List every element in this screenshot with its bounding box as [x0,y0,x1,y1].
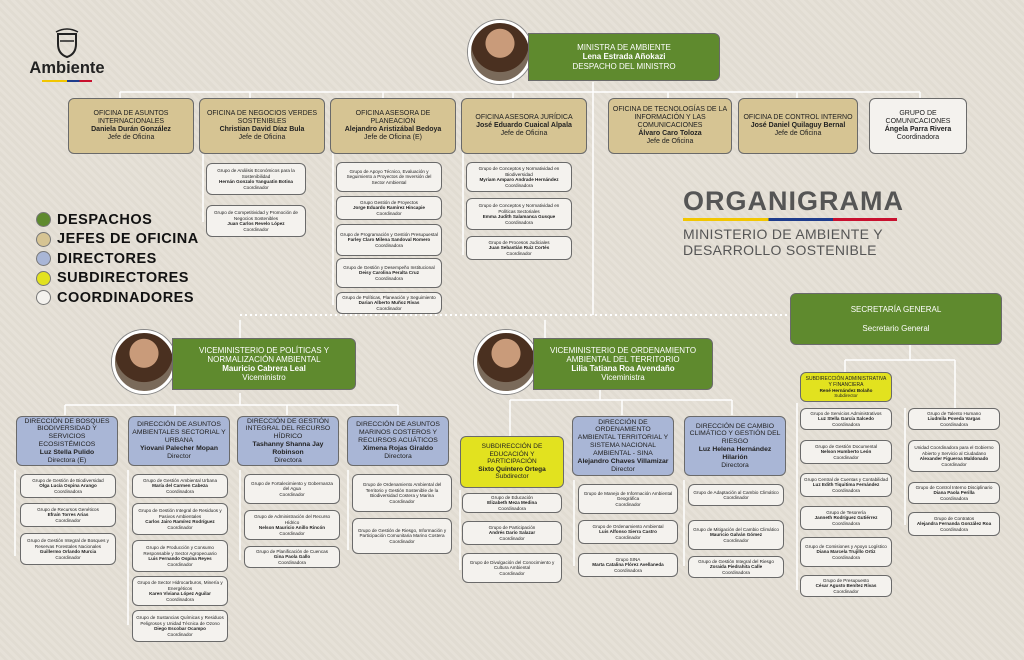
group-coordinator: Myriam Amparo Andrade Hernández [479,177,559,182]
office-3[interactable] [461,98,587,154]
group-role: Coordinadora [722,569,750,575]
group-role: Coordinadora [832,487,860,493]
secretaria-general-box[interactable] [790,293,1002,345]
group-role: Coordinadora [166,488,194,494]
sub-edu-title: SUBDIRECCIÓN DE EDUCACIÓN Y PARTICIPACIÓN [481,443,543,466]
direccion-ordenamiento-0[interactable] [572,416,674,476]
direccion-politicas-2-role: Directora [274,456,302,464]
group-coordinator: Marta Catalina Flórez Avellaneda [592,562,664,568]
office-0-name: Daniela Durán González [91,126,171,133]
g-secret-item-3[interactable] [908,512,1000,536]
group-role: Coordinador [279,530,305,536]
office-6-title: GRUPO DE COMUNICACIONES [885,109,951,125]
group-role: Coordinador [723,495,749,500]
group-title: Grupo de Conceptos y Normatividad en Biodiversidad [478,166,560,177]
office-5[interactable] [738,98,858,154]
office-2-title: OFICINA ASESORA DE PLANEACIÓN [355,109,431,125]
office-4-title: OFICINA DE TECNOLOGÍAS DE LA INFORMACIÓN Y LAS COMUNICACIONES [612,105,728,129]
g-sectorial-item-0[interactable] [132,474,228,498]
group-title: Grupo de Presupuesto [822,577,870,583]
legend-item-subdirectores: SUBDIRECTORES [36,269,199,289]
g-sectorial-item-4[interactable] [132,610,228,642]
vice1-name: Mauricio Cabrera Leal [222,364,306,373]
group-role: Coordinador [55,517,81,523]
ministra-title: MINISTRA DE AMBIENTE [577,43,671,53]
direccion-politicas-0-name: Luz Stella Pulido [39,448,95,456]
g-planeacion-item-4[interactable] [336,292,442,314]
g-clima-item-2[interactable] [688,556,784,578]
g-clima-item-0[interactable] [688,484,784,506]
group-role: Coordinadora [278,559,306,565]
group-role: Coordinador [55,554,81,560]
group-title: Grupo de Competitividad y Promoción de Negocios Sostenibles [213,210,298,221]
office-1[interactable] [199,98,325,154]
group-role: Coordinadora [940,421,968,427]
group-role: Coordinadora [505,182,533,188]
direccion-ordenamiento-0-role: Director [611,465,635,473]
title-main: ORGANIGRAMA [683,186,904,216]
group-role: Coordinadora [832,554,860,560]
direccion-politicas-0-role: Directora (E) [47,456,87,464]
ministra-box[interactable] [528,33,720,81]
secretaria-title: SECRETARÍA GENERAL [850,304,942,314]
group-title: Grupo de Talento Humano [927,410,981,416]
group-title: Grupo de Gestión Integral del Riesgo [698,558,774,564]
group-title: Grupo de Gestión Ambiental Urbana [142,477,218,483]
direccion-politicas-1-name: Yiovani Palecher Mopan [140,444,218,452]
group-role: Coordinadora [832,520,860,526]
g-secret-item-1[interactable] [908,440,1000,472]
logo-flag-bar [42,80,92,82]
legend-dot-jefes [36,232,51,247]
g-edu-item-1[interactable] [462,521,562,545]
g-bosques-item-1[interactable] [20,503,116,527]
group-coordinator: Luz Edith Tiquitima Fernández [812,482,880,488]
group-title: Grupo de Políticas, Planeación y Seguimiento [342,294,436,300]
group-role: Coordinador [243,184,269,190]
group-coordinator: Luis Fernando Ospina Reyes [148,556,212,561]
g-bosques-item-0[interactable] [20,474,116,498]
office-1-name: Christian David Díaz Bula [219,126,305,133]
group-title: Grupo de Sustancias Químicas y Residuos Peligrosos y Unidad Técnica de Ozono [136,615,224,626]
group-title: Grupo de Recursos Genéticos [37,506,99,512]
direccion-ordenamiento-1-role: Directora [721,461,749,469]
office-6-name: Ángela Parra Rivera [884,126,952,133]
group-role: Coordinadora [505,219,533,225]
group-title: Grupo de Gestión de Riesgo, Información y Participación Comunitaria Marino Costera [357,527,447,539]
group-role: Coordinador [376,210,402,216]
viceministra-ordenamiento-photo [474,330,538,394]
group-role: Coordinador [279,491,305,497]
group-role: Coordinador [389,538,415,544]
g-clima-item-1[interactable] [688,520,784,550]
direccion-politicas-1[interactable] [128,416,230,466]
g-ordenamiento-item-1[interactable] [578,520,678,544]
vice2-title: VICEMINISTERIO DE ORDENAMIENTO AMBIENTAL DEL TERRITORIO [549,345,697,364]
group-coordinator: Alexander Figueroa Maldonado [919,456,989,461]
vice1-role: Viceministro [242,373,286,383]
group-coordinator: Diego Escobar Ocampo [154,626,206,631]
group-title: Grupo de Gestión y Desempeño Institucional [343,264,435,270]
group-title: Grupo de Ordenamiento Ambiental [592,523,664,529]
g-sectorial-item-3[interactable] [132,576,228,606]
office-6-role: Coordinadora [896,134,940,142]
group-title: Grupo de Tesorería [826,509,866,515]
g-juridica-item-2[interactable] [466,236,572,260]
sub-educacion-box[interactable] [460,436,564,488]
group-coordinator: César Agusto Benítez Rivas [815,583,877,589]
secretaria-role: Secretario General [862,324,930,333]
office-4[interactable] [608,98,732,154]
group-title: Grupo de Gestión Integral de Bosques y Reservas Forestales Nacionales [27,538,109,549]
group-role: Coordinadora [166,596,194,602]
group-title: Grupo de Servicios Administrativos [810,410,882,416]
group-role: Coordinador [389,498,415,504]
g-planeacion-item-0[interactable] [336,162,442,192]
g-secret-item-2[interactable] [908,482,1000,504]
sub-edu-role: Subdirector [495,473,529,481]
group-coordinator: Liudmila Poveda Vargas [927,416,981,422]
legend-dot-coordinadores [36,290,51,305]
group-title: Grupo de Participación [488,524,536,530]
direccion-politicas-1-title: DIRECCIÓN DE ASUNTOS AMBIENTALES SECTORIAL Y URBANA [132,421,226,445]
g-admin-item-2[interactable] [800,473,892,497]
group-title: Grupo de Sector Hidrocarburos, Minería y Energéticos [137,580,223,591]
direccion-politicas-2[interactable] [237,416,339,466]
g-hidrico-item-2[interactable] [244,546,340,568]
office-3-name: José Eduardo Cuaical Alpala [476,121,572,129]
legend-item-directores: DIRECTORES [36,249,199,269]
group-title: Grupo de Comisiones y Apoyo Logístico [805,543,887,549]
group-role: Coordinadora [832,421,860,427]
group-coordinator: Juan Sebastián Ruiz Cortés [488,245,550,251]
title-sub2: DESARROLLO SOSTENIBLE [683,242,877,258]
group-coordinator: Juan Carlos Revelo López [227,221,285,226]
group-coordinator: Alejandra Fernanda González Roa [916,521,992,527]
g-hidrico-item-0[interactable] [244,474,340,504]
group-role: Coordinador [723,537,749,543]
group-coordinator: Hernán Gonzalo Yanguatin Botina [219,179,293,184]
direccion-politicas-1-role: Director [167,452,191,460]
office-0[interactable] [68,98,194,154]
group-title: Grupo de Apoyo Técnico, Evaluación y Seguimiento a Proyectos de Inversión del Sector Ambiental [346,168,432,185]
office-0-role: Jefe de Oficina [107,134,155,142]
ministra-name: Lena Estrada Añokazi [582,52,666,62]
legend-dot-subdirectores [36,271,51,286]
group-role: Coordinador [506,250,532,256]
group-title: Grupo de Fortalecimiento y Gobernanza del Agua [251,480,333,492]
group-title: Grupo de Análisis Económicos para la Sostenibilidad [217,168,295,179]
coat-of-arms-icon [54,28,80,58]
legend-item-coordinadores: COORDINADORES [36,288,199,308]
group-title: Grupo de Mitigación del Cambio Climático [693,526,779,532]
vice1-title: VICEMINISTERIO DE POLÍTICAS Y NORMALIZACIÓN AMBIENTAL [198,345,330,364]
group-role: Coordinador [167,631,193,637]
group-coordinator: Mauricio Galván Gómez [709,532,763,538]
direccion-politicas-2-title: DIRECCIÓN DE GESTIÓN INTEGRAL DEL RECURSO HÍDRICO [245,417,331,441]
group-title: Grupo de Manejo de Información Ambiental Geográfica [583,490,673,502]
direccion-politicas-3-role: Directora [384,452,412,460]
group-title: Grupo de Contratos [933,515,975,521]
group-role: Coordinadora [940,495,968,501]
group-title: Grupo de Ordenamiento Ambiental del Territorio y Gestión Sostenible de la Biodiversidad Costera y Marina [362,482,442,498]
office-5-role: Jefe de Oficina [774,130,822,138]
group-role: Coordinadora [54,488,82,494]
g-secret-item-0[interactable] [908,408,1000,430]
group-title: Grupo de Adaptación al Cambio Climático [693,489,779,495]
sub-edu-name: Sixto Quintero Ortega [478,465,546,473]
group-coordinator: Diana Paola Perilla [933,490,975,496]
direccion-politicas-3[interactable] [347,416,449,466]
g-admin-item-1[interactable] [800,440,892,464]
group-coordinator: Karen Viviana López Aguilar [149,591,211,596]
group-coordinator: Deisy Carolina Peralta Cruz [359,270,419,276]
office-4-role: Jefe de Oficina [646,138,694,146]
direccion-politicas-0-title: DIRECCIÓN DE BOSQUES BIODIVERSIDAD Y SERVICIOS ECOSISTÉMICOS [24,417,110,448]
sub-admin-role: Subdirector [834,393,858,398]
group-coordinator: Nelson Mauricio Anillo Rincón [258,525,326,530]
group-role: Coordinadora [375,242,403,248]
group-role: Coordinador [167,524,193,530]
group-title: Grupo de Planificación de Cuencas [255,548,328,554]
group-title: Grupo de Gestión Documental [814,443,878,449]
viceministro-politicas-photo [112,330,176,394]
office-5-name: José Daniel Quilaguy Bernal [750,121,846,129]
direccion-ordenamiento-1-name: Luz Helena Hernández Hilarión [698,446,772,461]
group-role: Coordinador [243,226,269,232]
group-role: Coordinador [833,588,859,594]
office-3-title: OFICINA ASESORA JURÍDICA [475,113,573,121]
group-title: Grupo de Programación y Gestión Presupuestal [340,231,438,237]
group-coordinator: Olga Lucía Ospina Arango [39,483,97,489]
legend-dot-directores [36,251,51,266]
office-2[interactable] [330,98,456,154]
group-coordinator: Diana Marcela Trujillo Ortiz [816,549,876,555]
direccion-politicas-3-name: Ximena Rojas Giraldo [362,444,434,452]
group-coordinator: Nelson Humberto León [820,449,872,455]
group-coordinator: Efraín Torres Arias [47,512,89,518]
office-1-role: Jefe de Oficina [238,134,286,142]
group-coordinator: Darian Alberto Muñoz Rivas [358,300,420,306]
group-title: Grupo de Procesos Judiciales [488,239,550,245]
group-role: Coordinadora [940,526,968,532]
legend-item-despachos: DESPACHOS [36,210,199,230]
direccion-ordenamiento-1-title: DIRECCIÓN DE CAMBIO CLIMÁTICO Y GESTIÓN DEL RIESGO [689,422,781,446]
vice2-role: Viceministra [601,373,645,383]
group-role: Coordinador [376,305,402,311]
group-coordinator: María del Carmen Cabeza [152,483,208,489]
g-negocios-item-1[interactable] [206,205,306,237]
group-coordinator: Emma Judith Salamanca Gusque [482,214,556,219]
sub-admin-box[interactable] [800,372,892,402]
group-role: Coordinador [833,454,859,460]
group-title: Grupo de Divulgación del Conocimiento y Cultura Ambiental [469,559,555,571]
direccion-politicas-2-name: Tashanny Shanna Jay Robinson [252,441,324,456]
logo-text: Ambiente [29,59,105,77]
title-sub1: MINISTERIO DE AMBIENTE Y [683,226,883,242]
office-2-role: Jefe de Oficina (E) [364,134,422,142]
group-title: Grupo de Control Interno Disciplinario [915,484,993,490]
g-ordenamiento-item-0[interactable] [578,484,678,514]
g-juridica-item-0[interactable] [466,162,572,192]
g-admin-item-5[interactable] [800,575,892,597]
group-coordinator: Elizabeth Meza Medina [487,500,537,506]
g-hidrico-item-1[interactable] [244,510,340,540]
g-admin-item-0[interactable] [800,408,892,430]
g-planeacion-item-2[interactable] [336,224,442,256]
vice2-name: Lilia Tatiana Roa Avendaño [571,364,675,373]
group-title: Grupo SINA [615,556,641,562]
g-negocios-item-0[interactable] [206,163,306,195]
group-title: Grupo de Administración del Recurso Hídrico [253,514,331,525]
g-planeacion-item-1[interactable] [336,196,442,220]
group-title: Grupo de Producción y Consumo Responsable y Sector Agropecuario [143,545,217,556]
office-1-title: OFICINA DE NEGOCIOS VERDES SOSTENIBLES [206,109,318,125]
group-role: Coordinadora [614,567,642,573]
group-role: Coordinadora [375,275,403,281]
office-2-name: Alejandro Aristizábal Bedoya [344,126,442,133]
ministra-photo [468,20,532,84]
group-role: Coordinador [167,561,193,567]
viceministro-politicas-box[interactable] [172,338,356,390]
group-coordinator: Jorge Eduardo Ramírez Hincapie [353,205,425,211]
group-title: Grupo de Educación [491,494,533,500]
direccion-ordenamiento-0-name: Alejandro Chaves Villamizar [577,457,669,465]
group-title: Grupo de Gestión Integral de Residuos y Pasivos Ambientales [138,508,222,519]
g-admin-item-3[interactable] [800,506,892,530]
direccion-ordenamiento-1[interactable] [684,416,786,476]
group-coordinator: Guillermo Orlando Murcia [39,549,97,554]
group-title: Grupo Central de Cuentas y Contabilidad [804,476,889,482]
group-coordinator: Zoraida Piedrahita Calle [709,564,763,570]
group-coordinator: Janneth Rodríguez Gutiérrez [814,515,878,521]
group-coordinator: Andrés Darío Salazar [488,530,536,536]
legend-item-jefes: JEFES DE OFICINA [36,230,199,250]
group-title: Grupo Gestión de Proyectos [360,199,418,205]
g-ordenamiento-item-2[interactable] [578,553,678,577]
group-role: Coordinador [615,501,641,507]
g-admin-item-4[interactable] [800,537,892,567]
group-title: Unidad Coordinadora para el Gobierno Abierto y Servicio al Ciudadano [914,445,994,456]
direccion-ordenamiento-0-title: DIRECCIÓN DE ORDENAMIENTO AMBIENTAL TERRITORIAL Y SISTEMA NACIONAL AMBIENTAL - SINA [577,418,669,457]
g-bosques-item-2[interactable] [20,533,116,565]
viceministra-ordenamiento-box[interactable] [533,338,713,390]
g-sectorial-item-1[interactable] [132,503,228,535]
g-sectorial-item-2[interactable] [132,540,228,572]
group-role: Coordinador [615,534,641,540]
office-3-role: Jefe de Oficina [500,130,548,138]
group-coordinator: Farley Claro Milena Sandoval Romero [347,237,431,243]
group-title: Grupo de Gestión de Biodiversidad [32,477,104,483]
g-planeacion-item-3[interactable] [336,258,442,288]
legend-dot-despachos [36,212,51,227]
direccion-politicas-3-title: DIRECCIÓN DE ASUNTOS MARINOS COSTEROS Y RECURSOS ACUÁTICOS [356,421,440,445]
group-role: Coordinador [941,461,967,467]
group-coordinator: Luis Alfonso Sierra Castro [599,529,657,535]
group-role: Coordinadora [498,505,526,511]
group-coordinator: Carlos Jairo Ramírez Rodríguez [145,519,215,524]
office-4-name: Álvaro Caro Toloza [638,130,702,138]
group-title: Grupo de Conceptos y Normatividad en Políticas Sectoriales [478,203,560,214]
g-edu-item-0[interactable] [462,493,562,513]
office-5-title: OFICINA DE CONTROL INTERNO [743,113,853,121]
group-role: Coordinador [499,535,525,541]
legend [36,210,199,308]
office-6[interactable] [869,98,967,154]
group-coordinator: Gina Paola Gallo [273,554,311,560]
g-marinos-item-0[interactable] [352,474,452,512]
group-role: Coordinador [499,570,525,576]
office-0-title: OFICINA DE ASUNTOS INTERNACIONALES [93,109,169,125]
sub-admin-title: SUBDIRECCIÓN ADMINISTRATIVA Y FINANCIERA [805,375,887,388]
chart-title [683,186,903,258]
g-juridica-item-1[interactable] [466,198,572,230]
ministry-logo [22,28,112,86]
g-marinos-item-1[interactable] [352,518,452,554]
sub-admin-name: René Hernández Bolaño [819,387,873,393]
group-coordinator: Luz Stella García Salcedo [818,416,874,422]
title-flag-bar [683,218,897,221]
g-edu-item-2[interactable] [462,553,562,583]
ministra-role: DESPACHO DEL MINISTRO [572,61,676,71]
direccion-politicas-0[interactable] [16,416,118,466]
